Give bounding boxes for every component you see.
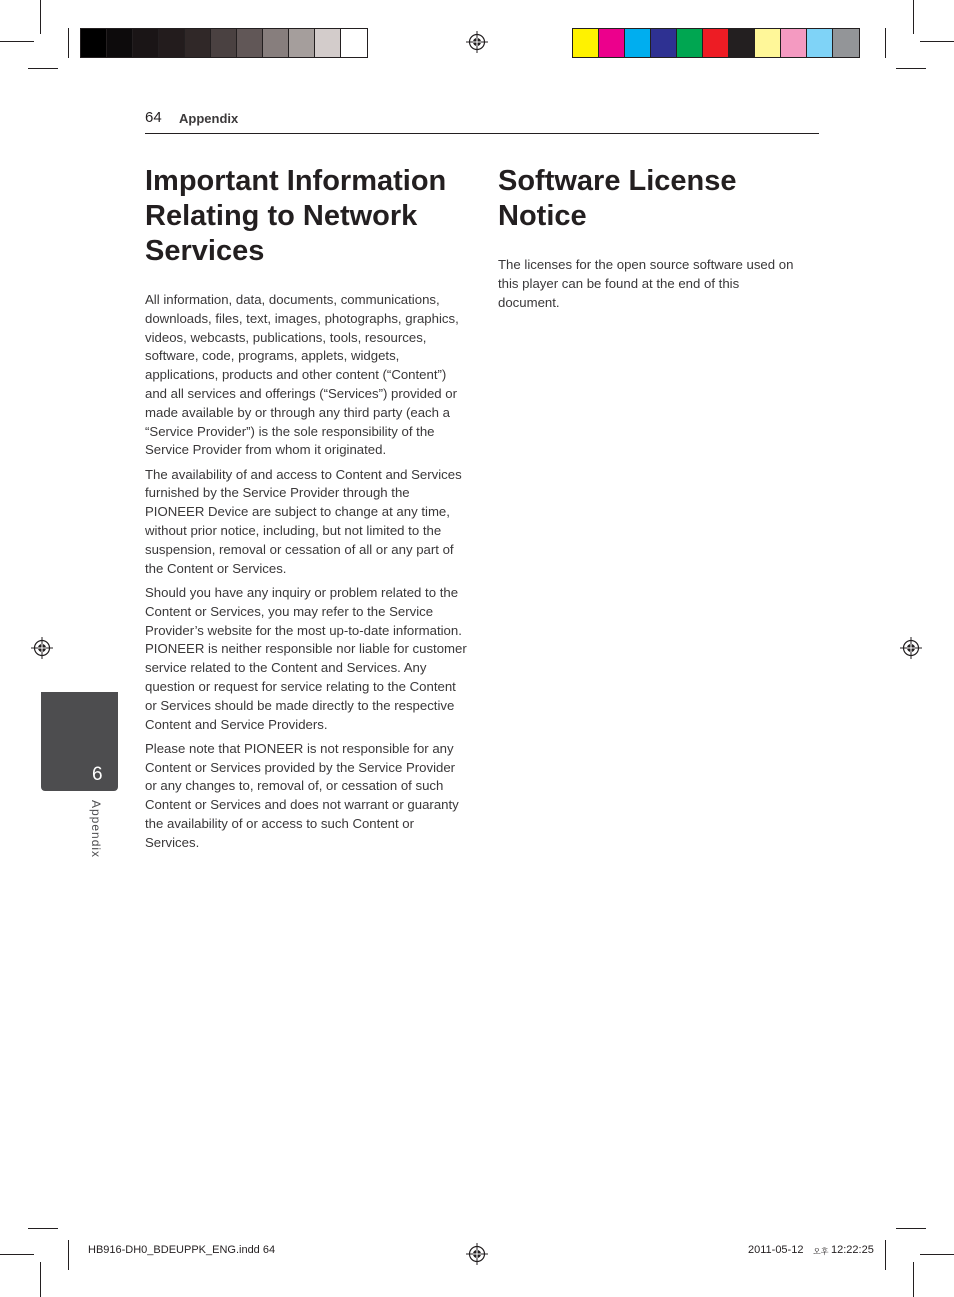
crop-mark (896, 68, 926, 69)
color-swatch (573, 29, 599, 57)
color-swatch (289, 29, 315, 57)
paragraph: The availability of and access to Content and Services furnished by the Service Provider through the PIONEER Device are subject to change at any time, without prior notice, including, but not limited to the suspension, removal or cessation of all or any part of the Content or Services. (145, 466, 462, 576)
color-swatch (599, 29, 625, 57)
crop-mark (68, 28, 69, 58)
crop-mark (896, 1228, 926, 1229)
color-swatch (107, 29, 133, 57)
crop-mark (913, 0, 914, 34)
grayscale-color-bar (80, 28, 368, 58)
color-swatch (677, 29, 703, 57)
color-swatch (703, 29, 729, 57)
registration-mark-icon (466, 31, 488, 53)
paragraph: Please note that PIONEER is not responsible for any Content or Services provided by the Service Provider or any changes to, removal of, or cessation of such Content or Services and does not warrant or guaranty the availability of or access to such Content or Services. (145, 740, 459, 850)
crop-mark (28, 1228, 58, 1229)
color-swatch (341, 29, 367, 57)
color-swatch (729, 29, 755, 57)
process-color-bar (572, 28, 860, 58)
color-swatch (781, 29, 807, 57)
color-swatch (807, 29, 833, 57)
chapter-label: Appendix (89, 800, 103, 859)
registration-mark-icon (900, 637, 922, 659)
software-license-body (498, 256, 798, 318)
crop-mark (40, 0, 41, 34)
color-swatch (625, 29, 651, 57)
registration-mark-icon (466, 1243, 488, 1265)
paragraph: All information, data, documents, communications, downloads, files, text, images, photographs, graphics, videos, webcasts, publications, tools, resources, software, code, programs, applets, widgets, applications, products and other content (“Content”) and all services and offerings (“Services”) provided or made available by or through any third party (each a “Service Provider”) is the sole responsibility of the Service Provider from whom it originated. (145, 292, 459, 458)
header-rule (145, 133, 819, 134)
color-swatch (133, 29, 159, 57)
color-swatch (211, 29, 237, 57)
footer-time-label: 오후 (813, 1247, 829, 1256)
color-swatch (159, 29, 185, 57)
registration-mark-icon (31, 637, 53, 659)
color-swatch (651, 29, 677, 57)
footer-filename: HB916-DH0_BDEUPPK_ENG.indd 64 (88, 1244, 276, 1256)
color-swatch (81, 29, 107, 57)
crop-mark (0, 1254, 34, 1255)
footer-time: 12:22:25 (831, 1244, 874, 1256)
network-services-body (145, 291, 469, 858)
crop-mark (885, 1240, 886, 1270)
color-swatch (833, 29, 859, 57)
chapter-number: 6 (92, 764, 103, 785)
crop-mark (0, 41, 34, 42)
crop-mark (913, 1262, 914, 1297)
crop-mark (40, 1262, 41, 1297)
chapter-tab (41, 692, 118, 791)
color-swatch (315, 29, 341, 57)
paragraph: Should you have any inquiry or problem related to the Content or Services, you may refer to the Service Provider’s website for the most up-to-date information. PIONEER is neither responsible nor liable for customer service related to the Content and Services. Any question or request for service relating to the Content or Services should be made directly to the respective Content and Service Providers. (145, 584, 467, 732)
page-number: 64 (145, 109, 162, 126)
section-title: Appendix (179, 111, 239, 126)
paragraph: The licenses for the open source software used on this player can be found at the end of this document. (498, 257, 794, 310)
heading-network-services: Important Information Relating to Network Services (145, 165, 447, 267)
crop-mark (28, 68, 58, 69)
color-swatch (237, 29, 263, 57)
crop-mark (920, 41, 954, 42)
footer-date: 2011-05-12 (748, 1244, 804, 1256)
color-swatch (263, 29, 289, 57)
crop-mark (885, 28, 886, 58)
color-swatch (755, 29, 781, 57)
color-swatch (185, 29, 211, 57)
crop-mark (68, 1240, 69, 1270)
heading-software-license: Software License Notice (498, 165, 737, 232)
crop-mark (920, 1254, 954, 1255)
